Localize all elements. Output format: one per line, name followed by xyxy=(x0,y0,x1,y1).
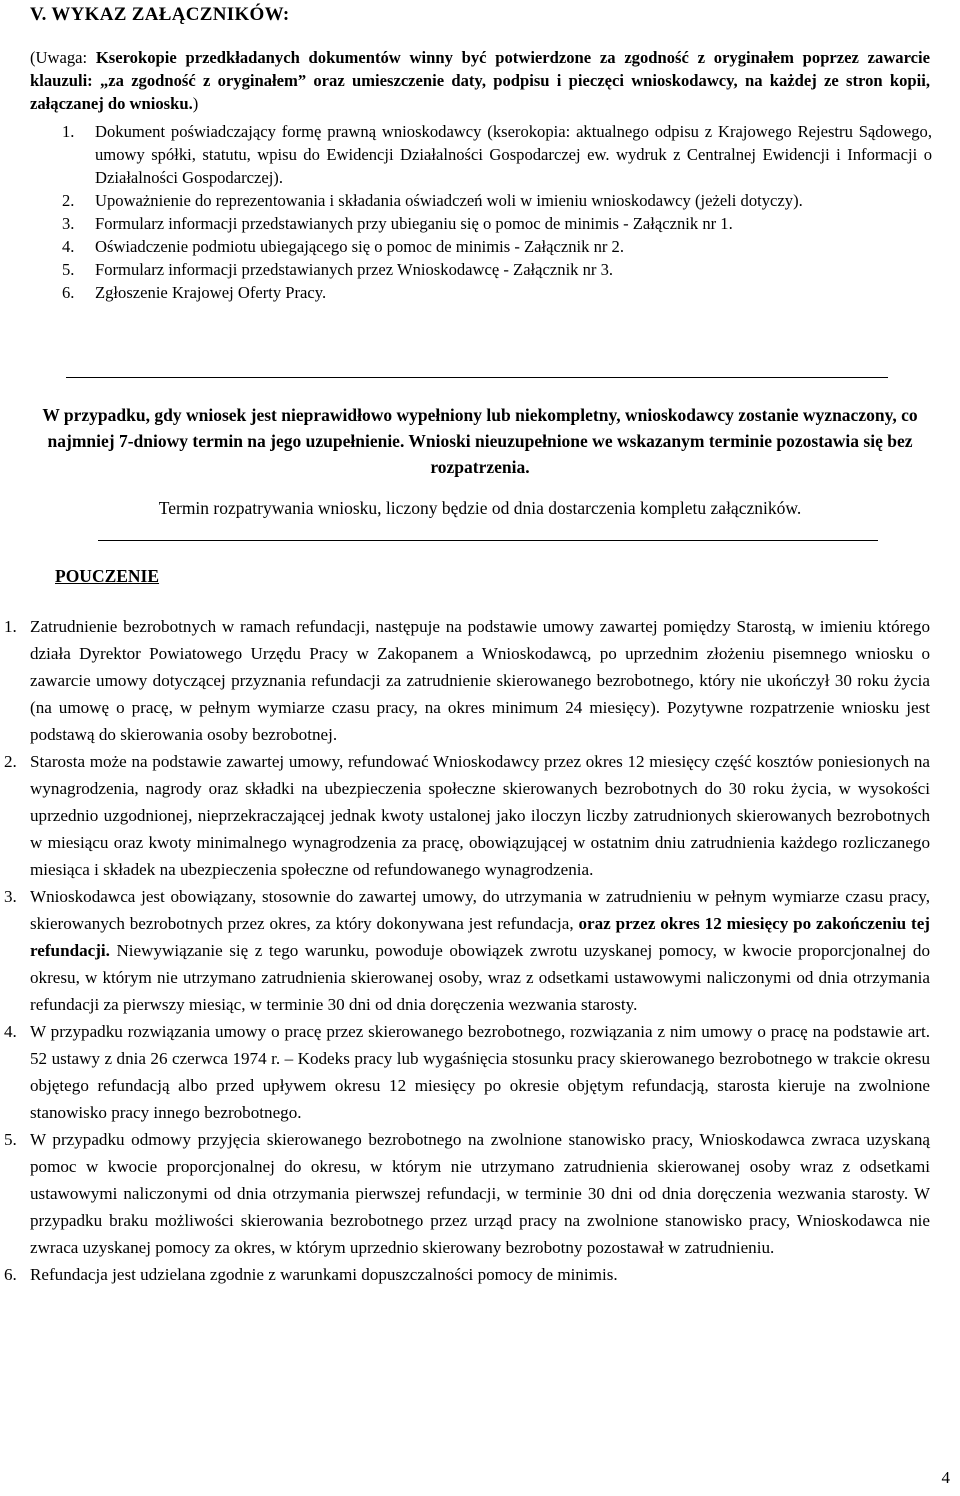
pouczenie-item xyxy=(4,613,930,748)
pouczenie-text: Refundacja jest udzielana zgodnie z warunkami dopuszczalności pomocy de minimis. xyxy=(30,1265,618,1284)
pouczenie-item xyxy=(4,883,930,1018)
horizontal-divider xyxy=(98,540,878,541)
review-deadline-note: Termin rozpatrywania wniosku, liczony będzie od dnia dostarczenia kompletu załączników. xyxy=(158,498,802,518)
attachment-text: Oświadczenie podmiotu ubiegającego się o pomoc de minimis - Załącznik nr 2. xyxy=(95,237,624,256)
attachment-item xyxy=(62,235,932,258)
pouczenie-number: 4. xyxy=(4,1022,17,1041)
note-bold-text: Kserokopie przedkładanych dokumentów winny być potwierdzone za zgodność z oryginałem poprzez zawarcie klauzuli: „za zgodność z oryginałem” oraz umieszczenie daty, podpisu i pieczęci wnioskodawcy, na każdej ze stron kopii, załączanej do wniosku. xyxy=(30,48,930,113)
pouczenie-text-after: Niewywiązanie się z tego warunku, powoduje obowiązek zwrotu uzyskanej pomocy, w kwocie proporcjonalnej do okresu, w którym nie utrzymano zatrudnienia skierowanej osoby, wraz z odsetkami ustawowymi naliczonymi od dnia otrzymania refundacji za pierwszy miesiąc, w terminie 30 dni od dnia doręczenia wezwania starosty. xyxy=(30,941,930,1014)
pouczenie-text-bold: oraz przez okres 12 miesięcy po zakończeniu tej refundacji. xyxy=(30,914,930,960)
attachment-text: Dokument poświadczający formę prawną wnioskodawcy (kserokopia: aktualnego odpisu z Krajowego Rejestru Sądowego, umowy spółki, statutu, wpisu do Ewidencji Działalności Gospodarczej ew. wydruk z Centralnej Ewidencji i Informacji o Działalności Gospodarczej). xyxy=(95,122,932,187)
pouczenie-number: 5. xyxy=(4,1130,17,1149)
pouczenie-heading: POUCZENIE xyxy=(55,566,160,586)
section-title: V. WYKAZ ZAŁĄCZNIKÓW: xyxy=(30,4,290,25)
horizontal-divider xyxy=(66,377,888,378)
attachment-number: 1. xyxy=(62,122,75,141)
attachment-number: 5. xyxy=(62,260,75,279)
attachment-item xyxy=(62,189,932,212)
pouczenie-number: 2. xyxy=(4,752,17,771)
incomplete-application-warning: W przypadku, gdy wniosek jest nieprawidłowo wypełniony lub niekompletny, wnioskodawcy zostanie wyznaczony, co najmniej 7-dniowy termin na jego uzupełnienie. Wnioski nieuzupełnione we wskazanym terminie pozostawia się bez rozpatrzenia. xyxy=(42,405,918,477)
attachment-number: 2. xyxy=(62,191,75,210)
pouczenie-number: 1. xyxy=(4,617,17,636)
attachment-text: Upoważnienie do reprezentowania i składania oświadczeń woli w imieniu wnioskodawcy (jeżeli dotyczy). xyxy=(95,191,803,210)
attachment-number: 6. xyxy=(62,283,75,302)
pouczenie-number: 6. xyxy=(4,1265,17,1284)
note-open: (Uwaga: xyxy=(30,48,96,67)
attachment-number: 4. xyxy=(62,237,75,256)
note-close: ) xyxy=(192,94,199,113)
page-number: 4 xyxy=(941,1468,950,1487)
attachment-number: 3. xyxy=(62,214,75,233)
pouczenie-item xyxy=(4,748,930,883)
attachment-text: Formularz informacji przedstawianych przy ubieganiu się o pomoc de minimis - Załącznik nr 1. xyxy=(95,214,733,233)
attachment-item xyxy=(62,212,932,235)
pouczenie-item xyxy=(4,1261,930,1288)
pouczenie-text-before: Wnioskodawca jest obowiązany, stosownie do zawartej umowy, do utrzymania w zatrudnieniu w pełnym wymiarze czasu pracy, skierowanych bezrobotnych przez okres, za który dokonywana jest refundacja, xyxy=(30,887,930,933)
attachment-text: Formularz informacji przedstawianych przez Wnioskodawcę - Załącznik nr 3. xyxy=(95,260,614,279)
attachment-item xyxy=(62,258,932,281)
attachment-item xyxy=(62,281,932,304)
pouczenie-number: 3. xyxy=(4,887,17,906)
pouczenie-text: W przypadku odmowy przyjęcia skierowanego bezrobotnego na zwolnione stanowisko pracy, Wnioskodawca zwraca uzyskaną pomoc w kwocie proporcjonalnej do okresu, w którym nie utrzymano zatrudnienia skierowanej osoby wraz z odsetkami ustawowymi naliczonymi od dnia otrzymania pierwszej refundacji, w terminie 30 dni od dnia doręczenia wezwania starosty. W przypadku braku możliwości skierowania bezrobotnego przez urząd pracy na zwolnione stanowisko pracy, Wnioskodawca nie zwraca uzyskanej pomocy za okres, w którym uprzednio skierowany bezrobotny pozostawał w zatrudnieniu. xyxy=(30,1130,930,1257)
attachment-text: Zgłoszenie Krajowej Oferty Pracy. xyxy=(95,283,327,302)
attachment-note xyxy=(30,46,930,115)
pouczenie-text: Zatrudnienie bezrobotnych w ramach refundacji, następuje na podstawie umowy zawartej pomiędzy Starostą, w imieniu którego działa Dyrektor Powiatowego Urzędu Pracy w Zakopanem a Wnioskodawcą, po uprzednim złożeniu pisemnego wniosku o zawarcie umowy dotyczącej przyznania refundacji za zatrudnienie skierowanego bezrobotnego, który nie ukończył 30 roku życia (na umowę o pracę, w pełnym wymiarze czasu pracy, na okres minimum 24 miesięcy). Pozytywne rozpatrzenie wniosku jest podstawą do skierowania osoby bezrobotnej. xyxy=(30,617,930,744)
pouczenie-item xyxy=(4,1018,930,1126)
pouczenie-text: W przypadku rozwiązania umowy o pracę przez skierowanego bezrobotnego, rozwiązania z nim umowy o pracę na podstawie art. 52 ustawy z dnia 26 czerwca 1974 r. – Kodeks pracy lub wygaśnięcia stosunku pracy skierowanego bezrobotnego w trakcie okresu objętego refundacją albo przed upływem okresu 12 miesięcy po okresie objętym refundacją, starosta kieruje na zwolnione stanowisko pracy innego bezrobotnego. xyxy=(30,1022,930,1122)
attachment-list xyxy=(62,120,932,304)
attachment-item xyxy=(62,120,932,189)
pouczenie-list xyxy=(4,613,930,1288)
pouczenie-item xyxy=(4,1126,930,1261)
pouczenie-text: Starosta może na podstawie zawartej umowy, refundować Wnioskodawcy przez okres 12 miesięcy część kosztów poniesionych na wynagrodzenia, nagrody oraz składki na ubezpieczenia społeczne skierowanych bezrobotnych do 30 roku życia, w wysokości uprzednio uzgodnionej, nieprzekraczającej jednak kwoty ustalonej jako iloczyn liczby zatrudnionych skierowanych bezrobotnych w miesiącu oraz kwoty minimalnego wynagrodzenia za pracę, obowiązującej w ostatnim dniu zatrudnienia każdego rozliczanego miesiąca i składek na ubezpieczenia społeczne od refundowanego wynagrodzenia. xyxy=(30,752,930,879)
